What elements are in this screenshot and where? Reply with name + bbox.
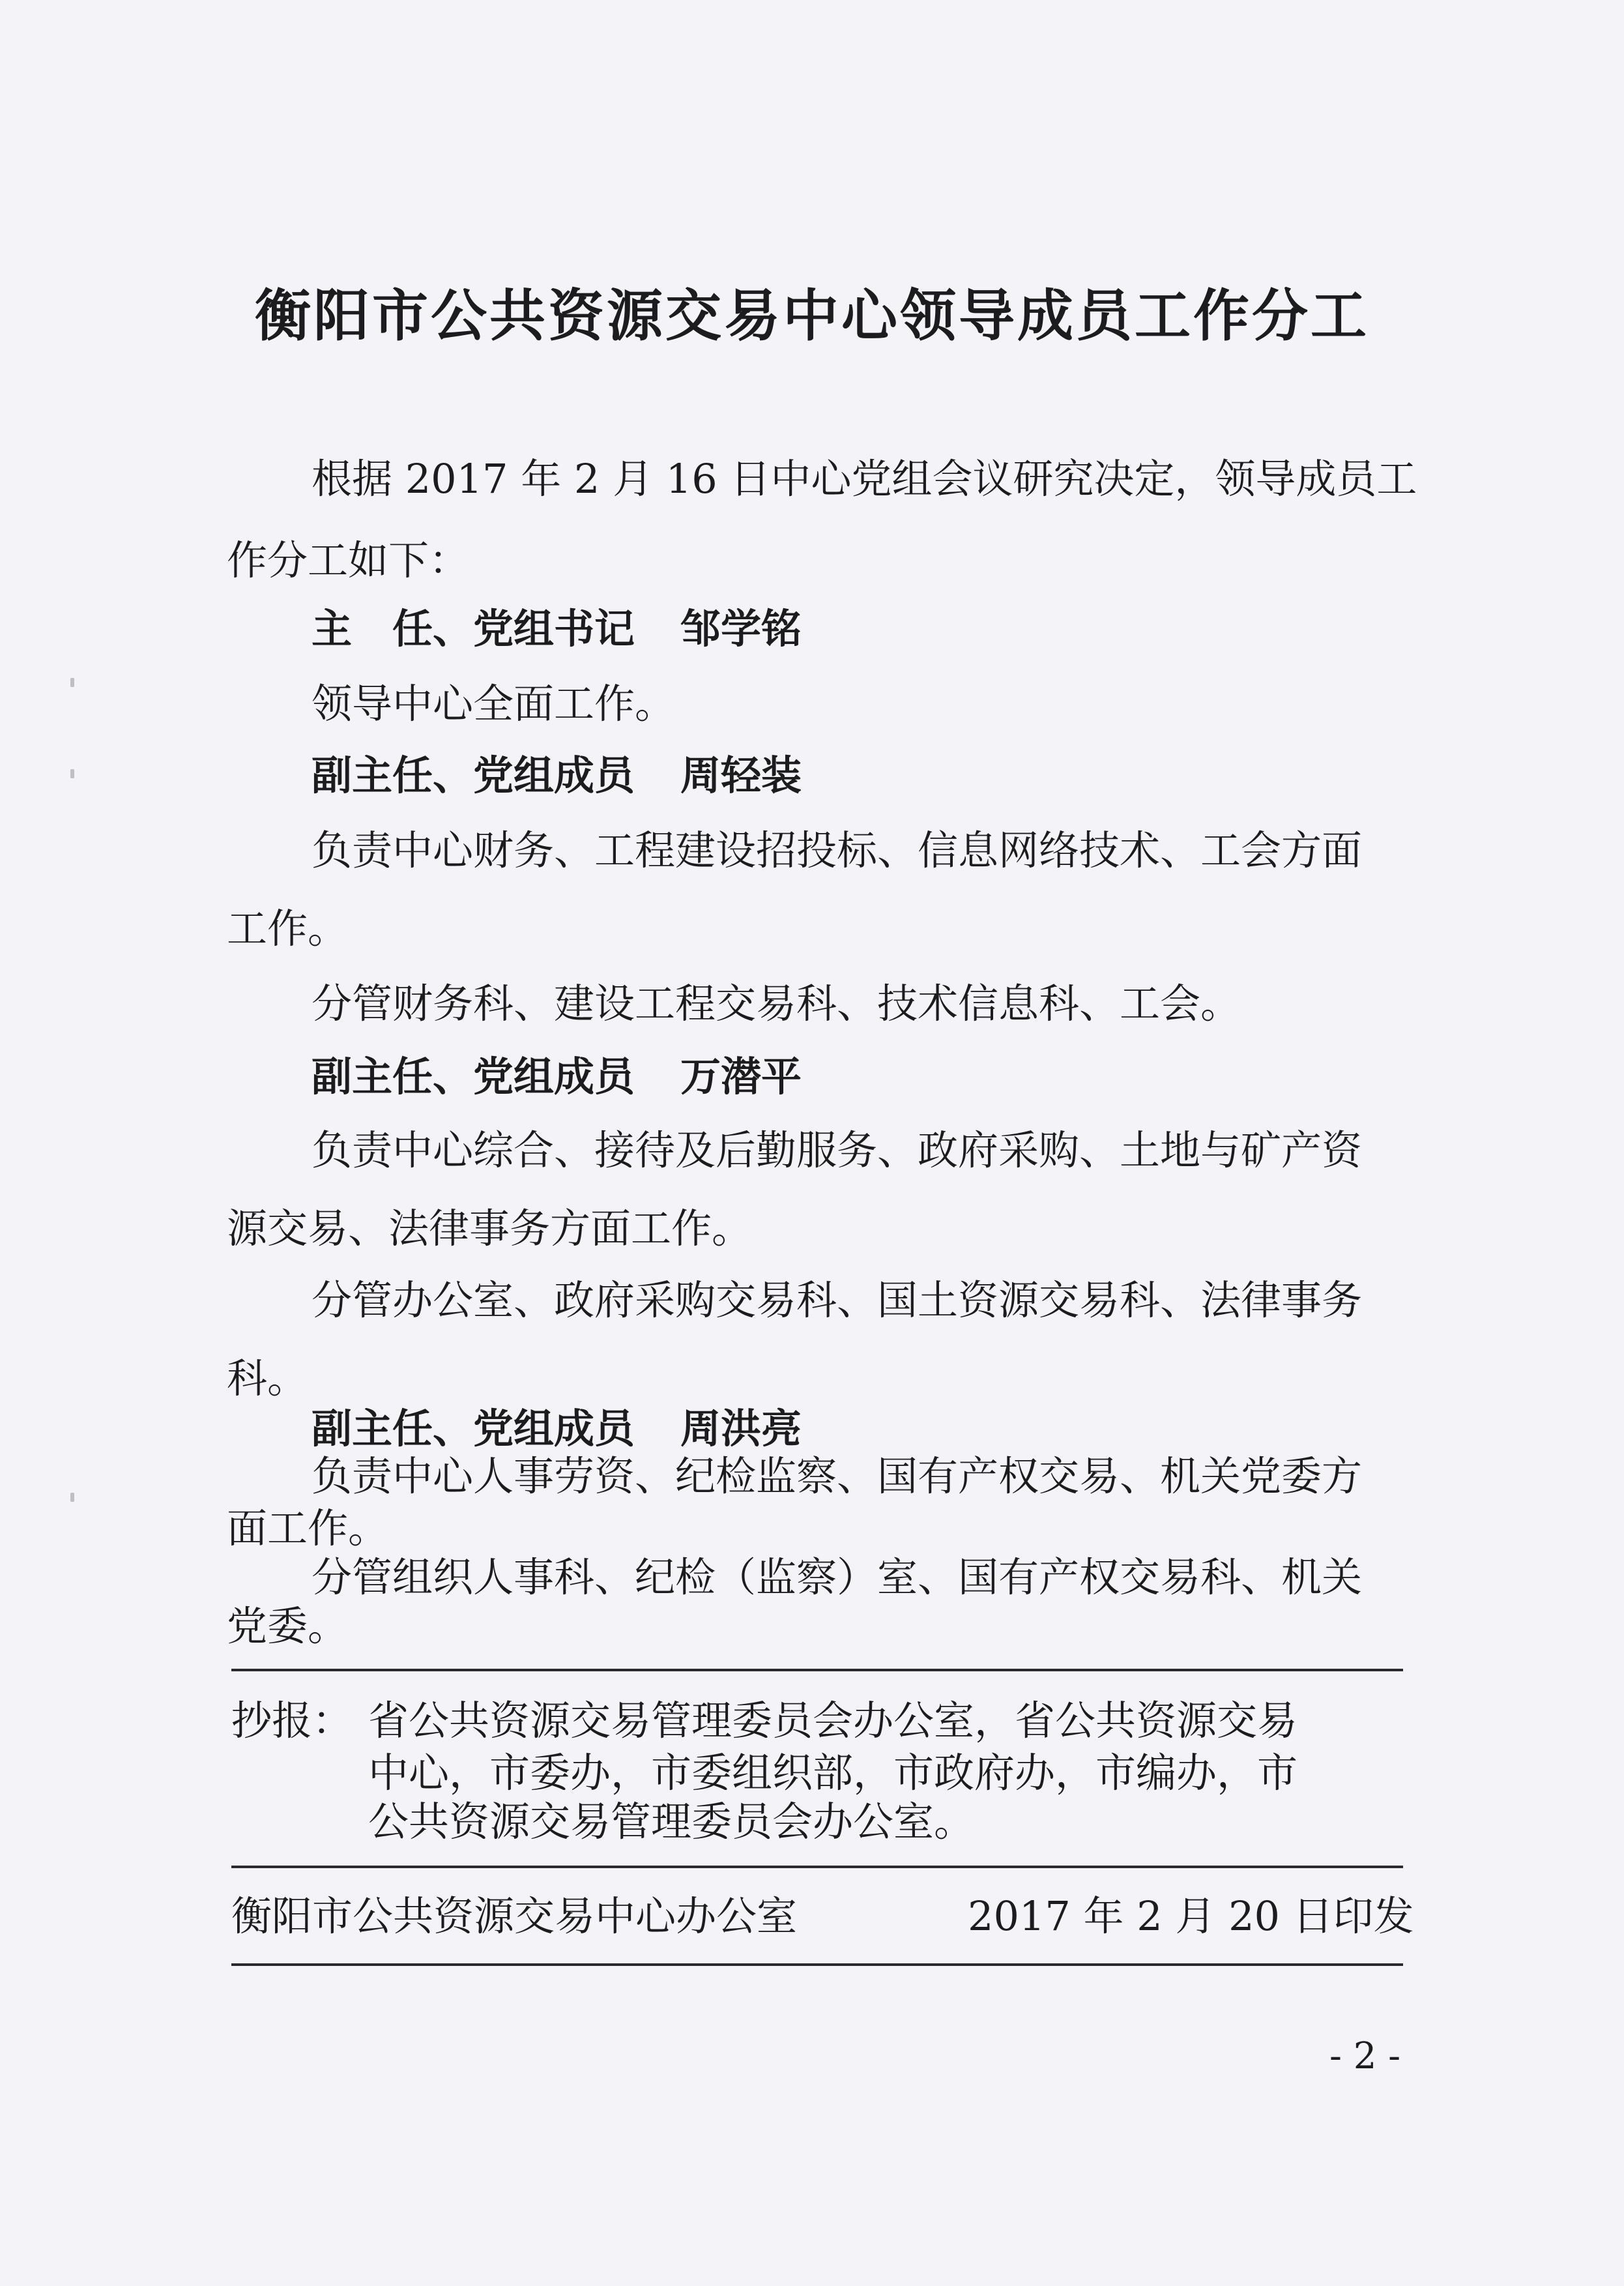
leader-name: 周洪亮: [680, 1405, 802, 1452]
leader-4-duty-line-1: 负责中心人事劳资、纪检监察、国有产权交易、机关党委方: [312, 1452, 1363, 1500]
leader-1-duty-line-1: 领导中心全面工作。: [312, 680, 676, 727]
cc-line-2: 中心，市委办，市委组织部，市政府办，市编办，市: [368, 1749, 1298, 1796]
cc-label: 抄报：: [231, 1697, 353, 1744]
binding-marks: [70, 678, 83, 1525]
leader-heading-4: [312, 1403, 802, 1455]
leader-role: 副主任、党组成员: [312, 1405, 635, 1452]
leader-role: 副主任、党组成员: [312, 752, 635, 799]
intro-line-1: 根据 2017 年 2 月 16 日中心党组会议研究决定，领导成员工: [312, 455, 1417, 503]
document-title: 衡阳市公共资源交易中心领导成员工作分工: [255, 283, 1369, 349]
cc-line-3: 公共资源交易管理委员会办公室。: [368, 1798, 975, 1845]
leader-3-duty-line-2: 源交易、法律事务方面工作。: [227, 1205, 753, 1252]
leader-role: 副主任、党组成员: [312, 1053, 635, 1100]
leader-3-manages-line-1: 分管办公室、政府采购交易科、国土资源交易科、法律事务: [312, 1276, 1363, 1324]
leader-3-manages-line-2: 科。: [227, 1355, 308, 1402]
issuer-office: 衡阳市公共资源交易中心办公室: [231, 1892, 798, 1940]
leader-role: 主 任、党组书记: [312, 605, 635, 652]
leader-heading-2: [312, 750, 802, 802]
leader-name: 万潜平: [680, 1053, 802, 1100]
leader-heading-1: [312, 603, 802, 655]
intro-line-2: 作分工如下：: [227, 536, 470, 584]
leader-4-manages-line-2: 党委。: [227, 1602, 349, 1650]
leader-2-duty-line-2: 工作。: [227, 905, 349, 952]
leader-heading-3: [312, 1051, 802, 1103]
divider-line-bottom: [231, 1963, 1403, 1966]
leader-name: 周轻装: [680, 752, 802, 799]
leader-2-duty-line-1: 负责中心财务、工程建设招投标、信息网络技术、工会方面: [312, 827, 1363, 874]
cc-line-1: 省公共资源交易管理委员会办公室，省公共资源交易: [368, 1697, 1298, 1744]
leader-2-manages-line-1: 分管财务科、建设工程交易科、技术信息科、工会。: [312, 980, 1241, 1027]
page-number: - 2 -: [1329, 2035, 1401, 2077]
leader-4-duty-line-2: 面工作。: [227, 1504, 389, 1552]
issue-date: 2017 年 2 月 20 日印发: [968, 1892, 1414, 1940]
leader-4-manages-line-1: 分管组织人事科、纪检（监察）室、国有产权交易科、机关: [312, 1553, 1363, 1601]
leader-name: 邹学铭: [680, 605, 802, 652]
leader-3-duty-line-1: 负责中心综合、接待及后勤服务、政府采购、土地与矿产资: [312, 1126, 1363, 1174]
divider-line-middle: [231, 1866, 1403, 1868]
divider-line-top: [231, 1669, 1403, 1671]
